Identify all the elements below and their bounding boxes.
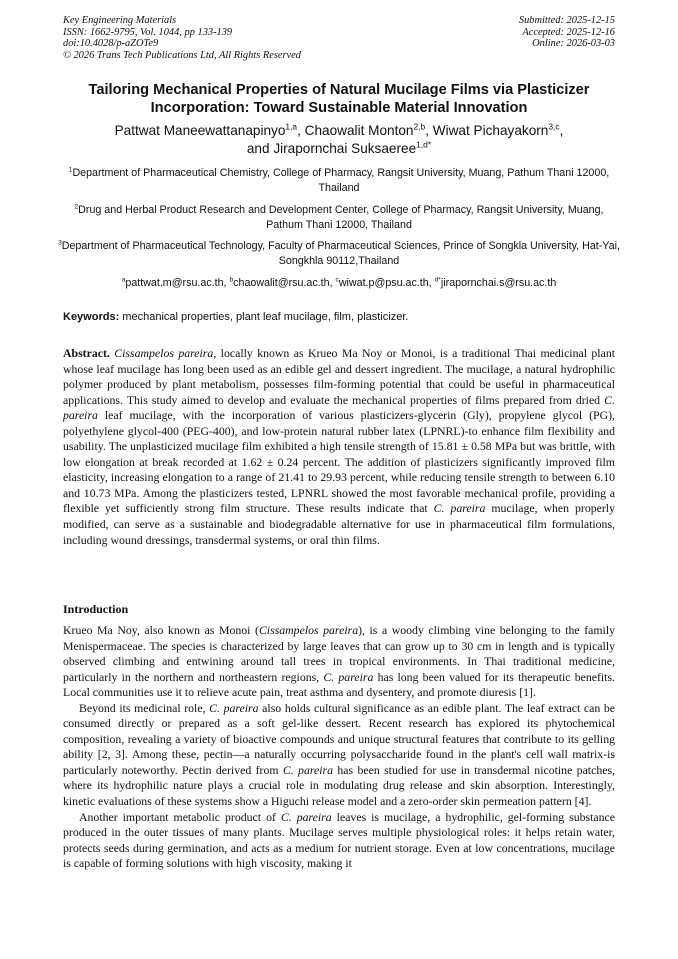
text-run: Beyond its medicinal role, bbox=[79, 700, 210, 715]
author-name: Chaowalit Monton bbox=[304, 123, 414, 138]
author-name: Pattwat Maneewattanapinyo bbox=[114, 123, 286, 138]
text-run: also holds cultural significance as an edible plant. The leaf extract can be consumed directly or prepared as a soft gel-like dessert. Recent research has explored its phytochemical composition, revealing a variety of bioactive compounds and unique structural features that contribute to its gelling ability [2, 3]. Among these, pectin—a naturally occurring polysaccharide found in the plant's cell wall matrix-is particularly noteworthy. Pectin derived from bbox=[63, 700, 615, 777]
email-link[interactable]: jirapornchai.s@rsu.ac.th bbox=[440, 277, 557, 289]
author-affil-mark: 1,a bbox=[285, 121, 298, 132]
journal-info bbox=[63, 15, 383, 61]
text-run: has long been valued for its therapeutic benefits. Local communities use it to relieve acute pain, treat asthma and dysentery, and promote diuresis [1]. bbox=[63, 669, 615, 700]
affiliation-mark: 2 bbox=[74, 203, 79, 211]
email-mark: d* bbox=[434, 276, 441, 284]
author-separator: , bbox=[559, 123, 564, 138]
email-link[interactable]: chaowalit@rsu.ac.th, bbox=[233, 277, 336, 289]
species-name: Cissampelos pareira bbox=[258, 623, 359, 637]
species-name: C. pareira bbox=[63, 392, 615, 423]
keywords-text: mechanical properties, plant leaf mucilage, film, plasticizer. bbox=[119, 311, 409, 323]
text-run: leaf mucilage, with the incorporation of various plasticizers-glycerin (Gly), propylene glycol (PG), polyethylene glycol-400 (PEG-400), and low-protein natural rubber latex (LPNRL)-to enhance film flexibility and usability. The unplasticized mucilage film exhibited a high tensile strength of 15.81 ± 0.58 MPa but was brittle, with low elongation at break recorded at 1.62 ± 0.24 percent. The addition of plasticizers significantly improved film elasticity, increasing elongation to a range of 21.41 to 29.93 percent, while reducing tensile strength to between 6.10 and 10.73 MPa. Among the plasticizers tested, LPNRL showed the most favorable mechanical profile, providing a flexible yet sufficiently strong film structure. These results indicate that bbox=[63, 408, 615, 516]
text-run: leaves is mucilage, a hydrophilic, gel-forming substance produced in the outer tissues of many plants. Mucilage serves multiple physiological roles: it helps retain water, protects seeds during germination, and acts as a medium for nutrient storage. Even at low concentrations, mucilage is capable of forming solutions with high viscosity, making it bbox=[63, 809, 615, 871]
affiliation-mark: 1 bbox=[68, 166, 73, 174]
author-emails bbox=[40, 276, 638, 290]
abstract-text bbox=[63, 346, 615, 547]
author-affil-mark: 1,d* bbox=[416, 139, 432, 150]
species-name: C. pareira bbox=[280, 809, 332, 824]
online-date: Online: 2026-03-03 bbox=[532, 38, 615, 50]
author-separator: , bbox=[297, 123, 305, 138]
author-affil-mark: 2,b bbox=[413, 121, 426, 132]
text-run: mucilage, when properly modified, can serve as a sustainable and biodegradable alternative for use in pharmaceutical film formulations, including wound dressings, transdermal systems, or oral thin films. bbox=[63, 501, 615, 547]
affiliation-text: Department of Pharmaceutical Technology, Faculty of Pharmaceutical Sciences, Prince of Songkla University, Hat-Yai, Songkhla 90112,Thailand bbox=[61, 240, 620, 268]
author-name: Jirapornchai Suksaeree bbox=[273, 141, 417, 156]
affiliation-mark: 3 bbox=[58, 239, 62, 247]
affiliation bbox=[58, 166, 620, 197]
accepted-date: Accepted: 2025-12-16 bbox=[522, 26, 615, 38]
affiliation-text: Department of Pharmaceutical Chemistry, College of Pharmacy, Rangsit University, Muang, Pathum Thani 12000, Thailand bbox=[72, 167, 610, 195]
affiliation-text: Drug and Herbal Product Research and Development Center, College of Pharmacy, Rangsit University, Muang, Pathum Thani 12000, Thailand bbox=[78, 204, 604, 232]
text-run: Another important metabolic product of bbox=[79, 809, 281, 824]
author-list bbox=[40, 122, 638, 158]
abstract-label: Abstract. bbox=[63, 346, 110, 360]
author-name: Wiwat Pichayakorn bbox=[432, 123, 549, 138]
species-name: C. pareira bbox=[209, 700, 259, 715]
email-mark: c bbox=[335, 276, 339, 284]
copyright-line: © 2026 Trans Tech Publications Ltd, All Rights Reserved bbox=[63, 49, 301, 61]
keywords bbox=[63, 310, 615, 324]
submitted-date: Submitted: 2025-12-15 bbox=[518, 15, 615, 26]
journal-name: Key Engineering Materials bbox=[63, 15, 177, 26]
introduction-body bbox=[63, 623, 615, 872]
author-conjunction: and bbox=[246, 141, 274, 156]
keywords-label: Keywords: bbox=[63, 311, 120, 323]
paragraph bbox=[63, 701, 615, 810]
email-mark: a bbox=[121, 276, 126, 284]
text-run: ), is a woody climbing vine belonging to the family Menispermaceae. The species is characterized by large leaves that can grow up to 30 cm in length and is typically observed climbing and entwining around tall trees in tropical environments. In Thai traditional medicine, particularly in the northern and northeastern regions, bbox=[63, 623, 615, 684]
publication-dates bbox=[395, 15, 615, 50]
paragraph bbox=[63, 623, 615, 701]
journal-issn: ISSN: 1662-9795, Vol. 1044, pp 133-139 bbox=[63, 26, 233, 38]
text-run: Krueo Ma Noy, also known as Monoi ( bbox=[63, 623, 259, 637]
affiliation bbox=[58, 203, 620, 234]
text-run: , locally known as Krueo Ma Noy or Monoi, is a traditional Thai medicinal plant whose leaf mucilage has long been used as an edible gel and dessert ingredient. The mucilage, a natural hydrophilic polymer produced by plant metabolism, possesses film-forming potential that could be useful in pharmaceutical applications. This study aimed to develop and evaluate the mechanical properties of films prepared from dried bbox=[63, 346, 615, 407]
paragraph bbox=[63, 810, 615, 872]
text-run: has been studied for use in transdermal nicotine patches, where its hydrophilic nature plays a crucial role in modulating drug release and skin absorption. Interestingly, kinetic evaluations of these systems show a Higuchi release model and a zero-order skin permeation pattern [4]. bbox=[63, 762, 615, 809]
section-heading-introduction: Introduction bbox=[63, 602, 129, 616]
abstract bbox=[63, 346, 615, 548]
email-link[interactable]: pattwat.m@rsu.ac.th, bbox=[125, 277, 230, 289]
species-name: C. pareira bbox=[282, 762, 334, 777]
email-link[interactable]: wiwat.p@psu.ac.th, bbox=[338, 277, 435, 289]
author-separator: , bbox=[425, 123, 433, 138]
journal-doi: doi:10.4028/p-aZOTe9 bbox=[63, 38, 159, 50]
affiliation bbox=[58, 239, 620, 270]
author-affil-mark: 3,c bbox=[548, 121, 560, 132]
species-name: C. pareira bbox=[433, 501, 486, 516]
species-name: Cissampelos pareira bbox=[114, 346, 214, 360]
email-mark: b bbox=[229, 276, 234, 284]
paper-title: Tailoring Mechanical Properties of Natural Mucilage Films via Plasticizer Incorporation: Toward Sustainable Material Innovation bbox=[88, 82, 590, 116]
species-name: C. pareira bbox=[323, 669, 374, 684]
